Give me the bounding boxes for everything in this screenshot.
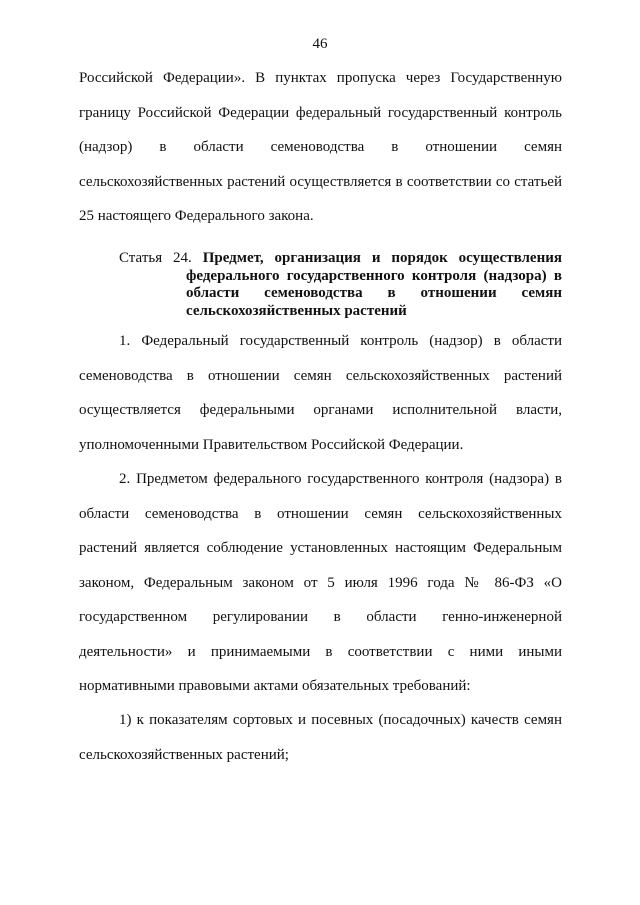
text-line: законом, Федеральным законом от 5 июля 1996 года № 86-ФЗ «О — [79, 574, 562, 591]
text-line: государственном регулировании в области генно-инженерной — [79, 609, 562, 625]
text-line: Российской Федерации». В пунктах пропуска через Государственную — [79, 70, 562, 86]
article-title-line: Предмет, организация и порядок осуществления — [202, 250, 562, 266]
text-line: сельскохозяйственных растений; — [79, 746, 289, 763]
text-line: 1. Федеральный государственный контроль (надзор) в области — [119, 333, 562, 349]
article-heading-first-line — [119, 250, 562, 268]
text-line: 2. Предметом федерального государственного контроля (надзора) в — [119, 471, 562, 487]
intro-paragraph — [79, 70, 562, 243]
text-line: осуществляется федеральными органами исполнительной власти, — [79, 402, 562, 418]
article-label: Статья 24. — [119, 250, 192, 266]
article-heading — [119, 250, 562, 320]
text-line: области семеноводства в отношении семян сельскохозяйственных — [79, 505, 562, 522]
text-line: растений является соблюдение установленных настоящим Федеральным — [79, 540, 562, 556]
text-line: 1) к показателям сортовых и посевных (посадочных) качеств семян — [119, 712, 562, 728]
text-line: нормативными правовыми актами обязательных требований: — [79, 678, 471, 694]
paragraph-2 — [79, 471, 562, 713]
text-line: семеноводства в отношении семян сельскохозяйственных растений — [79, 367, 562, 384]
text-line: границу Российской Федерации федеральный государственный контроль — [79, 104, 562, 121]
item-1 — [79, 712, 562, 781]
paragraph-1 — [79, 333, 562, 471]
text-line: деятельности» и принимаемыми в соответствии с ними иными — [79, 643, 562, 660]
article-title-line: области семеноводства в отношении семян — [186, 285, 562, 301]
page-number: 46 — [312, 36, 328, 52]
text-line: (надзор) в области семеноводства в отношении семян — [79, 139, 562, 155]
article-title-line: федерального государственного контроля (надзора) в — [186, 267, 562, 284]
text-line: 25 настоящего Федерального закона. — [79, 208, 314, 224]
text-line: уполномоченными Правительством Российской Федерации. — [79, 436, 464, 453]
article-title-line: сельскохозяйственных растений — [186, 302, 407, 319]
text-line: сельскохозяйственных растений осуществляется в соответствии со статьей — [79, 173, 562, 190]
